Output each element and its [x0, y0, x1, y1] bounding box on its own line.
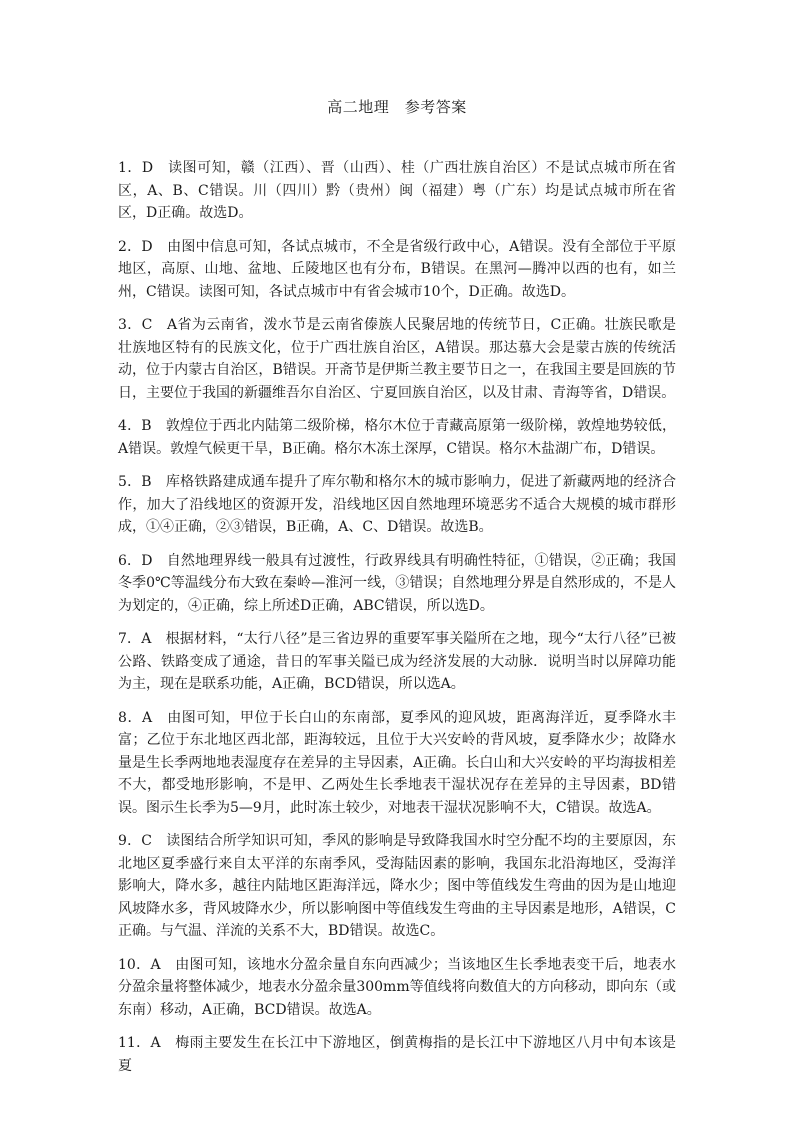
answer-item-11: 11．A 梅雨主要发生在长江中下游地区，倒黄梅指的是长江中下游地区八月中旬本该是夏	[118, 1035, 676, 1074]
answer-list	[118, 157, 676, 1077]
answer-item-5: 5．B 库格铁路建成通车提升了库尔勒和格尔木的城市影响力，促进了新藏两地的经济合作，加大了沿线地区的资源开发，沿线地区因自然地理环境恶劣不适合大规模的城市群形成，①④正确，②③错误，B正确，A、C、D错误。故选B。	[118, 474, 676, 535]
answer-item-4: 4．B 敦煌位于西北内陆第二级阶梯，格尔木位于青藏高原第一级阶梯，敦煌地势较低，A错误。敦煌气候更干旱，B正确。格尔木冻土深厚，C错误。格尔木盐湖广布，D错误。	[118, 418, 676, 457]
answer-item-3: 3．C A省为云南省，泼水节是云南省傣族人民聚居地的传统节日，C正确。壮族民歌是壮族地区特有的民族文化，位于广西壮族自治区，A错误。那达慕大会是蒙古族的传统活动，位于内蒙古自治区，B错误。开斋节是伊斯兰教主要节日之一，在我国主要是回族的节日，主要位于我国的新疆维吾尔自治区、宁夏回族自治区，以及甘肃、青海等省，D错误。	[118, 317, 676, 401]
answer-item-2: 2．D 由图中信息可知，各试点城市，不全是省级行政中心，A错误。没有全部位于平原地区，高原、山地、盆地、丘陵地区也有分布，B错误。在黑河—腾冲以西的也有，如兰州，C错误。读图可知，各试点城市中有省会城市10个，D正确。故选D。	[118, 238, 676, 300]
answer-item-10: 10．A 由图可知，该地水分盈余量自东向西减少；当该地区生长季地表变干后，地表水分盈余量将整体减少，地表水分盈余量300mm等值线将向数值大的方向移动，即向东（或东南）移动，A正确，BCD错误。故选A。	[118, 956, 676, 1018]
answer-item-8: 8．A 由图可知，甲位于长白山的东南部，夏季风的迎风坡，距离海洋近，夏季降水丰富；乙位于东北地区西北部，距海较远，且位于大兴安岭的背风坡，夏季降水少；故降水量是生长季两地地表湿度存在差异的主导因素，A正确。长白山和大兴安岭的平均海拔相差不大，都受地形影响，不是甲、乙两处生长季地表干湿状况存在差异的主导因素，BD错误。图示生长季为5—9月，此时冻土较少，对地表干湿状况影响不大，C错误。故选A。	[118, 709, 676, 816]
answer-item-1: 1．D 读图可知，赣（江西）、晋（山西）、桂（广西壮族自治区）不是试点城市所在省区，A、B、C错误。川（四川）黔（贵州）闽（福建）粤（广东）均是试点城市所在省区，D正确。故选D。	[118, 160, 676, 221]
answer-sheet	[118, 96, 676, 1088]
answer-item-7: 7．A 根据材料，“太行八径”是三省边界的重要军事关隘所在之地，现今“太行八径”已被公路、铁路变成了通途，昔日的军事关隘已成为经济发展的大动脉．说明当时以屏障功能为主，现在是联系功能，A正确，BCD错误，所以选A。	[118, 631, 676, 692]
answer-item-9: 9．C 读图结合所学知识可知，季风的影响是导致降我国水时空分配不均的主要原因，东北地区夏季盛行来自太平洋的东南季风，受海陆因素的影响，我国东北沿海地区，受海洋影响大，降水多，越往内陆地区距海洋远，降水少；图中等值线发生弯曲的因为是山地迎风坡降水多，背风坡降水少，所以影响图中等值线发生弯曲的主导因素是地形，A错误，C正确。与气温、洋流的关系不大，BD错误。故选C。	[118, 833, 676, 939]
page-title: 高二地理 参考答案	[327, 98, 467, 116]
answer-item-6: 6．D 自然地理界线一般具有过渡性，行政界线具有明确性特征，①错误，②正确；我国冬季0℃等温线分布大致在秦岭—淮河一线，③错误；自然地理分界是自然形成的，不是人为划定的，④正确，综上所述D正确，ABC错误，所以选D。	[118, 552, 676, 614]
